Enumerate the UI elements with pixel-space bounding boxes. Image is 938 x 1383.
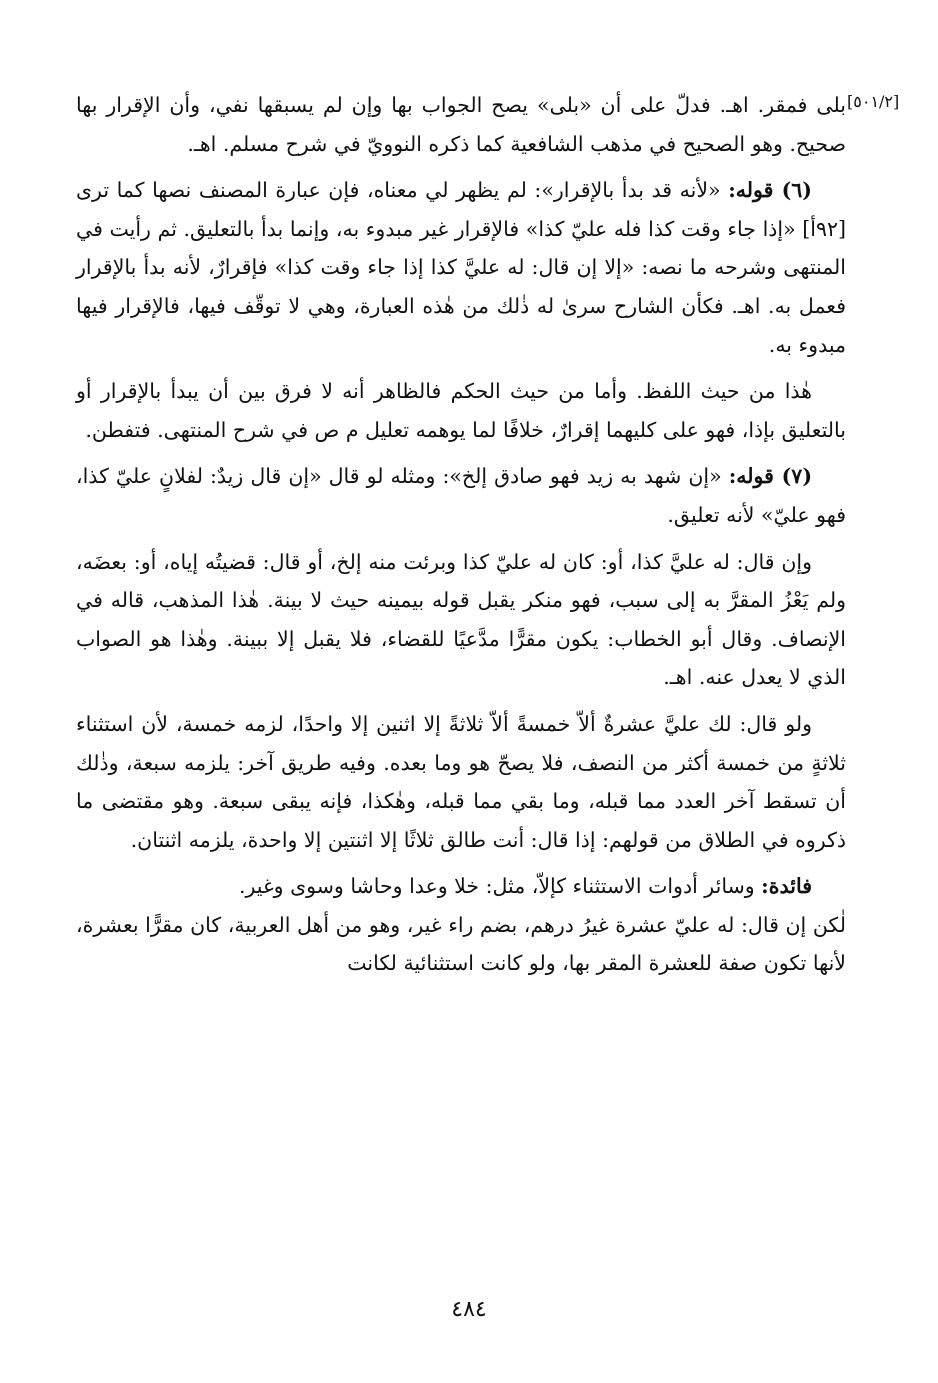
paragraph-text: لٰكن إن قال: له عليّ عشرة غيرُ درهم، بضم راء غير، وهو من أهل العربية، كان مقرًّا بعشرة، لأنها تكون صفة للعشرة المقر بها، ولو كانت استثنائية لكانت xyxy=(76,912,846,976)
benefit-note xyxy=(76,867,846,906)
paragraph-text: هٰذا من حيث اللفظ. وأما من حيث الحكم فالظاهر أنه لا فرق بين أن يبدأ بالإقرار أو بالتعليق بإذا، فهو على كليهما إقرارٌ، خلافًا لما يوهمه تعليل م ص في شرح المنتهى. فتفطن. xyxy=(76,379,846,442)
paragraph-8 xyxy=(76,906,846,983)
page-body xyxy=(76,86,846,983)
paragraph-lead: (٦) قوله: xyxy=(728,178,812,203)
paragraph-lead: فائدة: xyxy=(761,874,812,899)
paragraph-text: «إن شهد به زيد فهو صادق إلخ»: ومثله لو قال «إن قال زيدٌ: لفلانٍ عليّ كذا، فهو عليّ» لأنه تعليق. xyxy=(76,464,846,527)
page-number: ٤٨٤ xyxy=(451,1297,487,1322)
paragraph-3 xyxy=(76,372,846,449)
paragraph-text: ولو قال: لك عليَّ عشرةٌ ألاّ خمسةً ألاّ ثلاثةً إلا اثنين إلا واحدًا، لزمه خمسة، لأن استثناء ثلاثةٍ من خمسة أكثر من النصف، فلا يصحّ هو وما بعده. وفيه طريق آخر: يلزمه سبعة، وذٰلك أن تسقط آخر العدد مما قبله، وما بقي مما قبله، وهٰكذا، فإنه يبقى سبعة. وهو مقتضى ما ذكروه في الطلاق من قولهم: إذا قال: أنت طالق ثلاثًا إلا اثنتين إلا واحدة، يلزمه اثنتان. xyxy=(76,711,846,852)
paragraph-4 xyxy=(76,457,846,534)
paragraph-text: وإن قال: له عليَّ كذا، أو: كان له عليّ كذا وبرئت منه إلخ، أو قال: قضيتُه إياه، أو: بعضَه، ولم يَعْزُ المقرَّ به إلى سبب، فهو منكر يقبل قوله بيمينه حيث لا بينة. هٰذا المذهب، قاله في الإنصاف. وقال أبو الخطاب: يكون مقرًّا مدَّعيًا للقضاء، فلا يقبل إلا ببينة. وهٰذا هو الصواب الذي لا يعدل عنه. اهـ. xyxy=(76,549,846,690)
paragraph-lead: (٧) قوله: xyxy=(728,464,813,489)
paragraph-text: بلى فمقر. اهـ. فدلّ على أن «بلى» يصح الجواب بها وإن لم يسبقها نفي، وأن الإقرار بها صحيح. وهو الصحيح في مذهب الشافعية كما ذكره النوويّ في شرح مسلم. اهـ. xyxy=(76,93,846,156)
paragraph-1 xyxy=(76,86,846,163)
paragraph-text: «لأنه قد بدأ بالإقرار»: لم يظهر لي معناه، فإن عبارة المصنف نصها كما ترى [٩٢أ] «إذا جاء وقت كذا فله عليّ كذا» فالإقرار غير مبدوء به، وإنما بدأ بالتعليق. ثم رأيت في المنتهى وشرحه ما نصه: «إلا إن قال: له عليَّ كذا إذا جاء وقت كذا» فإقرارٌ، لأنه بدأ بالإقرار فعمل به. اهـ. فكأن الشارح سرىٰ له ذٰلك من هٰذه العبارة، وهي لا توقّف فيها، فالإقرار فيها مبدوء به. xyxy=(76,178,846,357)
paragraph-6 xyxy=(76,705,846,859)
paragraph-2 xyxy=(76,171,846,364)
paragraph-5 xyxy=(76,543,846,697)
paragraph-text: وسائر أدوات الاستثناء كإلاّ، مثل: خلا وعدا وحاشا وسوى وغير. xyxy=(238,874,762,899)
margin-reference: [٥٠١/٢] xyxy=(847,92,900,111)
